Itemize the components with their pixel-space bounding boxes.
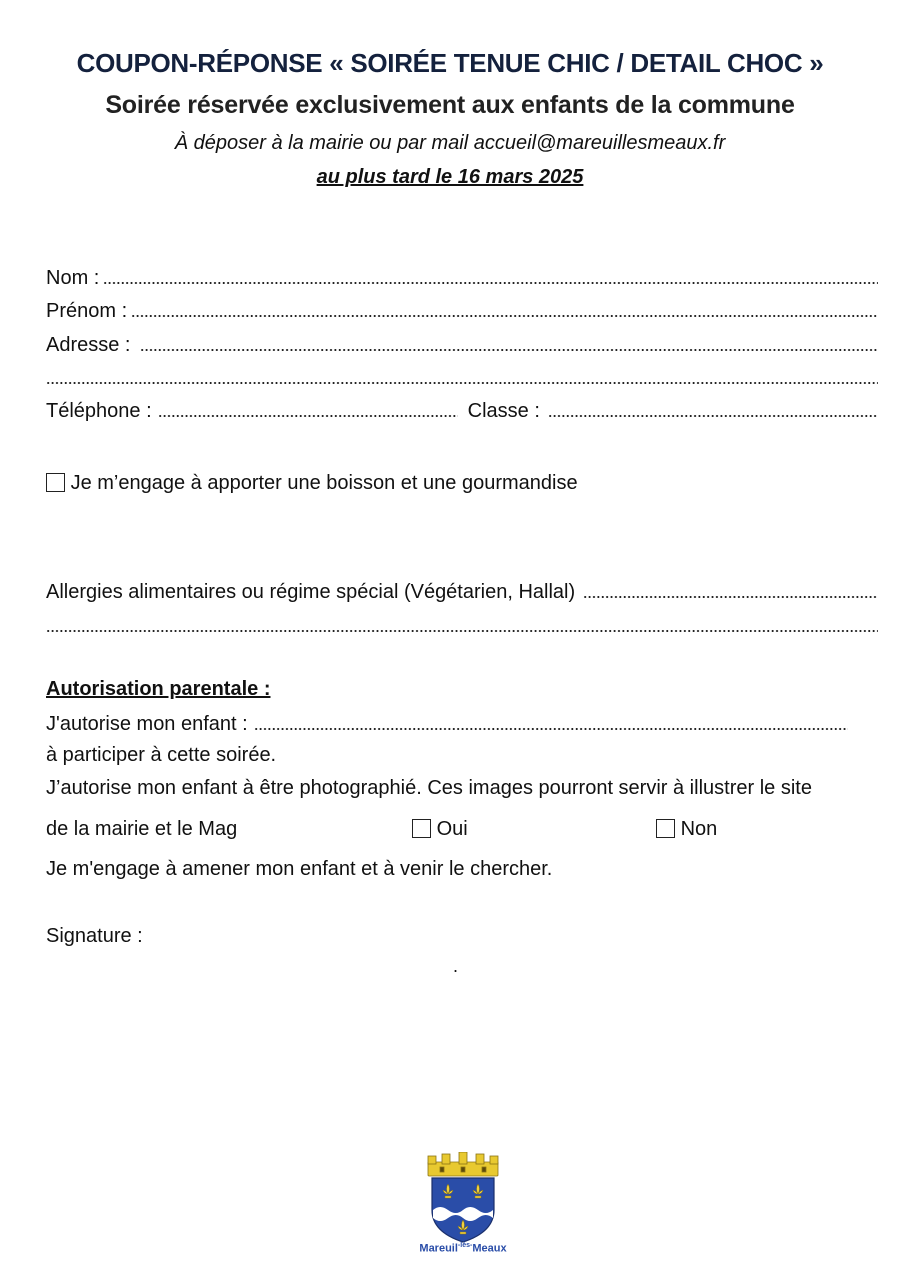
field-allergies-line2[interactable] (46, 612, 878, 638)
field-allergies[interactable] (46, 578, 878, 604)
stray-dot: . (453, 956, 459, 976)
participate-text: à participer à cette soirée. (46, 744, 277, 766)
field-adresse[interactable] (46, 331, 878, 357)
photo-yes-checkbox[interactable] (412, 819, 431, 838)
engagement-checkbox[interactable] (46, 473, 65, 492)
field-enfant-label: J'autorise mon enfant : (46, 713, 248, 735)
field-allergies-dotted-line[interactable] (583, 595, 878, 599)
field-classe-label: Classe : (467, 400, 540, 422)
field-adresse-line2[interactable] (46, 364, 878, 390)
signature-label: Signature : (46, 925, 143, 947)
field-prenom[interactable] (46, 297, 878, 323)
field-telephone-label: Téléphone : (46, 400, 152, 422)
page-title: COUPON-RÉPONSE « SOIRÉE TENUE CHIC / DETAIL CHOC » (76, 48, 824, 78)
photo-consent-text-2: de la mairie et le Mag (46, 818, 238, 840)
photo-no-checkbox[interactable] (656, 819, 675, 838)
field-enfant[interactable] (46, 710, 848, 736)
section-autorisation-heading: Autorisation parentale : (46, 678, 271, 700)
logo-name: Mareuil (419, 1242, 458, 1255)
field-allergies-dotted-line-2[interactable] (46, 629, 878, 633)
commitment-text: Je m'engage à amener mon enfant et à venir le chercher. (46, 858, 553, 880)
crown-icon (428, 1152, 498, 1176)
field-prenom-dotted-line[interactable] (131, 314, 878, 318)
photo-consent-text: J’autorise mon enfant à être photographié. Ces images pourront servir à illustrer le site (46, 777, 812, 799)
field-adresse-label: Adresse : (46, 334, 131, 356)
submission-instruction: À déposer à la mairie ou par mail accueil@mareuillesmeaux.fr (174, 132, 726, 154)
field-allergies-label: Allergies alimentaires ou régime spécial (Végétarien, Hallal) (46, 581, 576, 603)
field-prenom-label: Prénom : (46, 300, 128, 322)
logo-caption (418, 1242, 508, 1255)
field-telephone-dotted-line[interactable] (158, 414, 458, 418)
page-subtitle: Soirée réservée exclusivement aux enfants de la commune (105, 91, 795, 119)
photo-yes-label: Oui (436, 818, 468, 840)
photo-no-label: Non (680, 818, 718, 840)
photo-option-yes[interactable] (412, 818, 468, 841)
field-nom-dotted-line[interactable] (103, 281, 878, 285)
field-adresse-dotted-line[interactable] (140, 348, 878, 352)
logo-suffix: -lès- (457, 1242, 473, 1249)
field-enfant-dotted-line[interactable] (254, 727, 848, 731)
field-nom-label: Nom : (46, 267, 100, 289)
engagement-row[interactable] (46, 472, 578, 495)
field-adresse-dotted-line-2[interactable] (46, 381, 878, 385)
logo-place: Meaux (472, 1242, 507, 1255)
field-nom[interactable] (46, 264, 878, 290)
field-telephone-classe[interactable] (46, 397, 878, 423)
photo-option-no[interactable] (656, 818, 717, 841)
field-classe-dotted-line[interactable] (548, 414, 878, 418)
engagement-label: Je m’engage à apporter une boisson et une gourmandise (70, 472, 578, 494)
deadline: au plus tard le 16 mars 2025 (316, 166, 584, 188)
